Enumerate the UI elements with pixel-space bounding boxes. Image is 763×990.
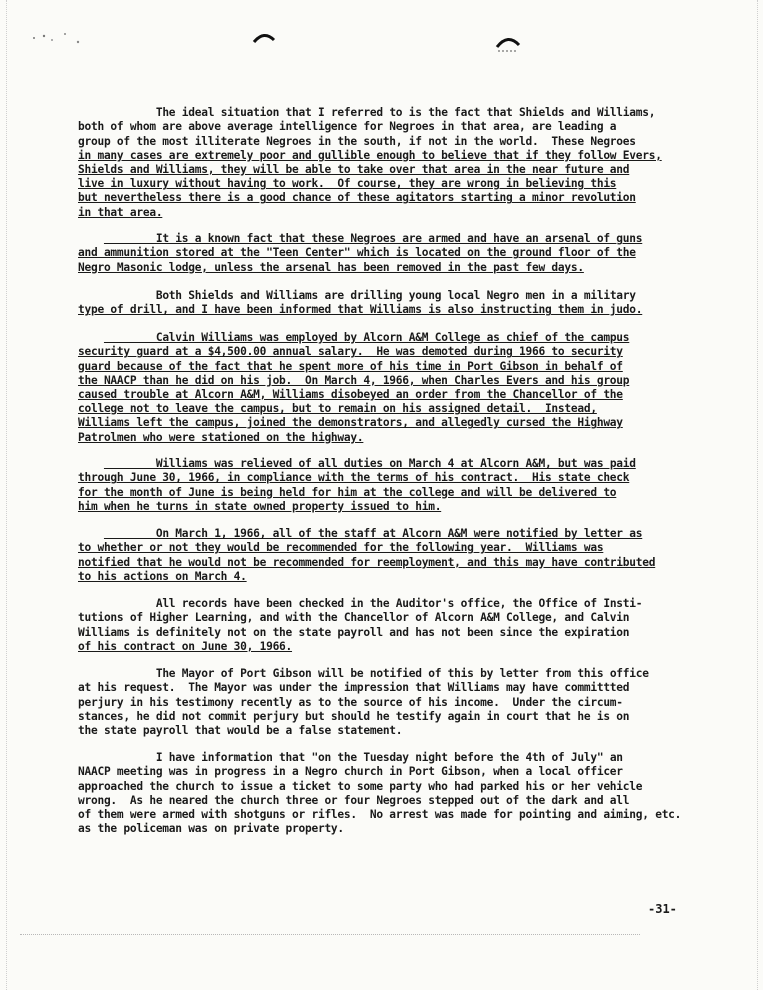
- line: but nevertheless there is a good chance of these agitators starting a minor revolution: [78, 191, 636, 205]
- line: guard because of the fact that he spent more of his time in Port Gibson in behalf of: [78, 359, 623, 373]
- line: Both Shields and Williams are drilling young local Negro men in a military: [103, 289, 636, 303]
- line: notified that he would not be recommended for reemployment, and this may have contributed: [78, 555, 656, 569]
- line: of them were armed with shotguns or rifles. No arrest was made for pointing and aiming, etc.: [78, 808, 682, 822]
- line: type of drill, and I have been informed that Williams is also instructing them in judo.: [78, 303, 643, 317]
- line: Negro Masonic lodge, unless the arsenal has been removed in the past few days.: [78, 260, 584, 274]
- scan-noise-band: [20, 934, 640, 936]
- line: to whether or not they would be recommended for the following year. Williams was: [78, 541, 604, 555]
- line: tutions of Higher Learning, and with the Chancellor of Alcorn A&M College, and Calvin: [78, 611, 630, 625]
- line: Shields and Williams, they will be able to take over that area in the near future and: [78, 163, 630, 177]
- scan-edge-left: [6, 0, 8, 990]
- line: of his contract on June 30, 1966.: [78, 639, 293, 653]
- line: It is a known fact that these Negroes are armed and have an arsenal of guns: [103, 232, 643, 246]
- line: for the month of June is being held for him at the college and will be delivered to: [78, 485, 617, 499]
- line: both of whom are above average intelligence for Negroes in that area, are leading a: [78, 120, 617, 134]
- line: The ideal situation that I referred to is the fact that Shields and Williams,: [103, 106, 656, 120]
- line: him when he turns in state owned property issued to him.: [78, 499, 442, 513]
- scan-speck-topleft: [30, 28, 90, 50]
- line: Patrolmen who were stationed on the highway.: [78, 430, 364, 444]
- line: caused trouble at Alcorn A&M, Williams disobeyed an order from the Chancellor of the: [78, 388, 623, 402]
- paragraph-naacp-meeting: [78, 737, 718, 851]
- line: Calvin Williams was employed by Alcorn A&M College as chief of the campus: [103, 331, 630, 345]
- line: the NAACP than he did on his job. On March 4, 1966, when Charles Evers and his group: [78, 373, 630, 387]
- line: college not to leave the campus, but to remain on his assigned detail. Instead,: [78, 402, 597, 416]
- line: Williams was relieved of all duties on March 4 at Alcorn A&M, but was paid: [103, 457, 636, 471]
- line: in that area.: [78, 205, 163, 219]
- paragraph-calvin-williams: [78, 317, 718, 459]
- line: NAACP meeting was in progress in a Negro church in Port Gibson, when a local officer: [78, 765, 623, 779]
- line: perjury in his testimony recently as to the source of his income. Under the circum-: [78, 695, 623, 709]
- line: live in luxury without having to work. Of course, they are wrong in believing this: [78, 177, 617, 191]
- punch-hole-mark-right: [494, 33, 522, 53]
- scan-edge-right: [757, 0, 759, 990]
- line: stances, he did not commit perjury but should he testify again in court that he is on: [78, 709, 630, 723]
- line: security guard at a $4,500.00 annual salary. He was demoted during 1966 to security: [78, 345, 623, 359]
- line: wrong. As he neared the church three or four Negroes stepped out of the dark and all: [78, 793, 630, 807]
- line: Williams left the campus, joined the demonstrators, and allegedly cursed the Highway: [78, 416, 623, 430]
- line: Williams is definitely not on the state payroll and has not been since the expiration: [78, 625, 630, 639]
- line: as the policeman was on private property.: [78, 822, 344, 836]
- line: through June 30, 1966, in compliance with the terms of his contract. His state check: [78, 471, 630, 485]
- line: approached the church to issue a ticket to some party who had parked his or her vehicle: [78, 779, 643, 793]
- line: All records have been checked in the Auditor's office, the Office of Insti-: [103, 597, 643, 611]
- line: in many cases are extremely poor and gullible enough to believe that if they follow Evers,: [78, 148, 662, 162]
- punch-hole-mark-left: [252, 30, 276, 44]
- line: to his actions on March 4.: [78, 569, 247, 583]
- line: at his request. The Mayor was under the impression that Williams may have committted: [78, 681, 630, 695]
- line: On March 1, 1966, all of the staff at Alcorn A&M were notified by letter as: [103, 527, 643, 541]
- line: The Mayor of Port Gibson will be notified of this by letter from this office: [103, 667, 649, 681]
- line: and ammunition stored at the "Teen Center" which is located on the ground floor of the: [78, 246, 636, 260]
- line: the state payroll that would be a false statement.: [78, 724, 403, 738]
- line: group of the most illiterate Negroes in the south, if not in the world. These Negroes: [78, 134, 636, 148]
- page-number: -31-: [648, 902, 677, 916]
- line: I have information that "on the Tuesday night before the 4th of July" an: [103, 751, 623, 765]
- paragraph-ideal-situation: [78, 92, 718, 234]
